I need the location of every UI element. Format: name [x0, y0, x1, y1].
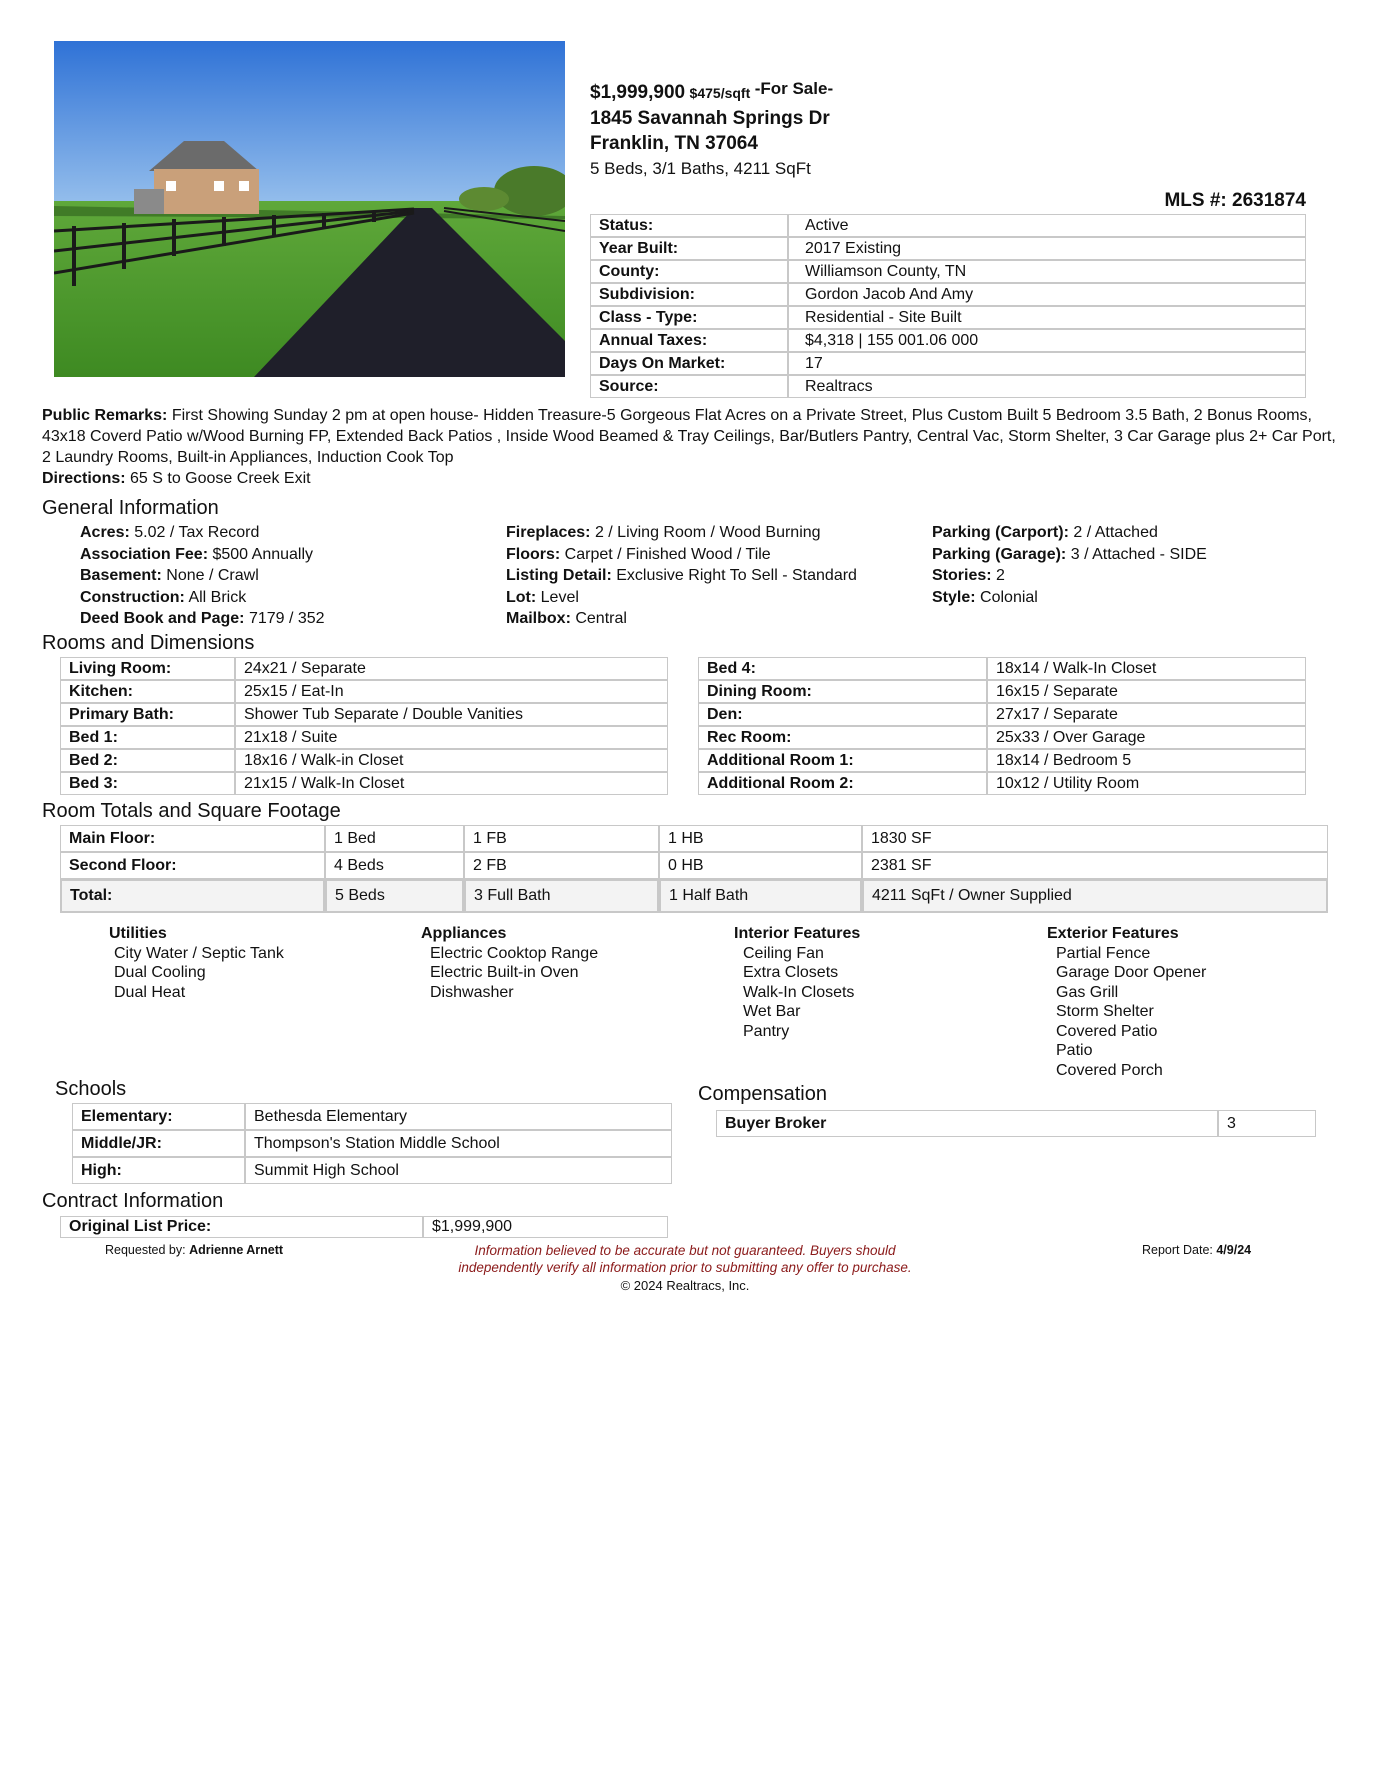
table-row: Bed 2: 18x16 / Walk-in Closet	[60, 749, 668, 772]
general-item: Style: Colonial	[932, 588, 1038, 606]
table-row: Middle/JR: Thompson's Station Middle School	[72, 1130, 672, 1157]
street-address: 1845 Savannah Springs Dr	[590, 108, 830, 129]
general-item: Acres: 5.02 / Tax Record	[80, 524, 260, 541]
list-item: Electric Cooktop Range	[430, 944, 599, 962]
general-col-2	[506, 522, 857, 630]
general-item: Floors: Carpet / Finished Wood / Tile	[506, 545, 771, 563]
copyright: © 2024 Realtracs, Inc.	[620, 1278, 750, 1293]
section-title-schools: Schools	[55, 1078, 127, 1100]
general-item: Parking (Garage): 3 / Attached - SIDE	[932, 545, 1207, 563]
table-row: Rec Room: 25x33 / Over Garage	[698, 726, 1306, 749]
list-item: Gas Grill	[1056, 983, 1119, 1001]
list-item: Walk-In Closets	[743, 983, 855, 1001]
table-row: Additional Room 1: 18x14 / Bedroom 5	[698, 749, 1306, 772]
requested-by: Requested by: Adrienne Arnett	[105, 1243, 284, 1257]
room-totals-table	[60, 825, 1328, 913]
list-item: Garage Door Opener	[1056, 964, 1207, 981]
general-item: Basement: None / Crawl	[80, 567, 259, 584]
sale-status: -For Sale-	[754, 79, 834, 98]
section-title-compensation: Compensation	[698, 1083, 827, 1105]
general-item: Lot: Level	[506, 588, 579, 606]
directions: Directions: 65 S to Goose Creek Exit	[42, 470, 311, 487]
table-row: Second Floor: 4 Beds 2 FB 0 HB 2381 SF	[60, 852, 1328, 879]
table-row: Elementary: Bethesda Elementary	[72, 1103, 672, 1130]
list-item: Electric Built-in Oven	[430, 964, 579, 981]
section-title-general: General Information	[42, 497, 219, 519]
contract-table	[60, 1216, 668, 1238]
mls-number: MLS #: 2631874	[1164, 190, 1306, 211]
list-item: Wet Bar	[743, 1003, 801, 1020]
table-row: Main Floor: 1 Bed 1 FB 1 HB 1830 SF	[60, 825, 1328, 852]
table-row: Original List Price: $1,999,900	[60, 1216, 668, 1238]
general-item: Construction: All Brick	[80, 588, 247, 606]
compensation-table	[716, 1110, 1316, 1137]
general-item: Stories: 2	[932, 567, 1005, 584]
list-item: Partial Fence	[1056, 944, 1151, 962]
price-per-sqft: $475/sqft	[689, 85, 751, 101]
features-utilities: Utilities City Water / Septic Tank Dual Cooling Dual Heat	[109, 925, 284, 1001]
general-item: Deed Book and Page: 7179 / 352	[80, 610, 325, 627]
table-row: Bed 3: 21x15 / Walk-In Closet	[60, 772, 668, 795]
key-facts-table	[590, 214, 1306, 398]
table-row: Kitchen: 25x15 / Eat-In	[60, 680, 668, 703]
city-state-zip: Franklin, TN 37064	[590, 133, 758, 154]
schools-table	[72, 1103, 672, 1184]
public-remarks: Public Remarks: First Showing Sunday 2 pm at open house- Hidden Treasure-5 Gorgeous Flat Acres on a Private Street, Plus Custom Built 5 Bedroom 3.5 Bath, 2 Bonus Rooms, 43x18 Coverd Patio w/Wood Burning FP, Extended Back Patios , Inside Wood Beamed & Tray Ceilings, Bar/Butlers Pantry, Central Vac, Storm Shelter, 3 Car Garage plus 2+ Car Port, 2 Laundry Rooms, Built-in Appliances, Induction Cook Top	[42, 407, 1336, 466]
list-item: Dishwasher	[430, 983, 514, 1001]
general-item: Listing Detail: Exclusive Right To Sell - Standard	[506, 567, 857, 584]
features-interior: Interior Features Ceiling Fan Extra Closets Walk-In Closets Wet Bar Pantry	[734, 925, 861, 1040]
features-appliances: Appliances Electric Cooktop Range Electric Built-in Oven Dishwasher	[421, 925, 599, 1001]
table-row: Bed 4: 18x14 / Walk-In Closet	[698, 657, 1306, 680]
table-row: Subdivision: Gordon Jacob And Amy	[590, 283, 1306, 306]
listing-header	[590, 80, 833, 181]
table-row: Den: 27x17 / Separate	[698, 703, 1306, 726]
general-col-3	[932, 522, 1207, 608]
list-item: Storm Shelter	[1056, 1003, 1154, 1020]
section-title-room-totals: Room Totals and Square Footage	[42, 800, 341, 822]
table-row: Living Room: 24x21 / Separate	[60, 657, 668, 680]
table-row: Dining Room: 16x15 / Separate	[698, 680, 1306, 703]
list-item: Patio	[1056, 1042, 1093, 1059]
list-item: Pantry	[743, 1022, 790, 1040]
list-item: Extra Closets	[743, 964, 839, 981]
listing-photo	[54, 41, 565, 377]
table-row: Total: 5 Beds 3 Full Bath 1 Half Bath 4211 SqFt / Owner Supplied	[60, 879, 1328, 913]
list-item: Dual Heat	[114, 983, 186, 1001]
table-row: Status: Active	[590, 214, 1306, 237]
general-col-1	[80, 522, 325, 630]
general-item: Association Fee: $500 Annually	[80, 545, 314, 563]
table-row: Buyer Broker 3	[716, 1110, 1316, 1137]
table-row: Year Built: 2017 Existing	[590, 237, 1306, 260]
table-row: Source: Realtracs	[590, 375, 1306, 398]
list-item: Covered Patio	[1056, 1022, 1158, 1040]
beds-baths-sqft: 5 Beds, 3/1 Baths, 4211 SqFt	[590, 159, 811, 178]
table-row: Bed 1: 21x18 / Suite	[60, 726, 668, 749]
general-item: Mailbox: Central	[506, 610, 627, 627]
rooms-left-table	[60, 657, 668, 795]
table-row: Additional Room 2: 10x12 / Utility Room	[698, 772, 1306, 795]
list-item: Dual Cooling	[114, 964, 206, 981]
disclaimer: Information believed to be accurate but not guaranteed. Buyers should independently verify all information prior to submitting any offer to purchase.	[458, 1243, 912, 1275]
rooms-right-table	[698, 657, 1306, 795]
general-item: Parking (Carport): 2 / Attached	[932, 524, 1158, 541]
section-title-rooms: Rooms and Dimensions	[42, 632, 255, 654]
table-row: Primary Bath: Shower Tub Separate / Double Vanities	[60, 703, 668, 726]
features-exterior: Exterior Features Partial Fence Garage Door Opener Gas Grill Storm Shelter Covered Patio Patio Covered Porch	[1047, 925, 1207, 1079]
list-item: City Water / Septic Tank	[114, 944, 284, 962]
list-item: Covered Porch	[1056, 1061, 1163, 1079]
section-title-contract: Contract Information	[42, 1190, 224, 1212]
list-price: $1,999,900	[590, 82, 686, 103]
table-row: County: Williamson County, TN	[590, 260, 1306, 283]
table-row: High: Summit High School	[72, 1157, 672, 1184]
report-date: Report Date: 4/9/24	[1142, 1243, 1252, 1257]
general-item: Fireplaces: 2 / Living Room / Wood Burning	[506, 524, 821, 541]
table-row: Annual Taxes: $4,318 | 155 001.06 000	[590, 329, 1306, 352]
table-row: Days On Market: 17	[590, 352, 1306, 375]
table-row: Class - Type: Residential - Site Built	[590, 306, 1306, 329]
list-item: Ceiling Fan	[743, 944, 824, 962]
